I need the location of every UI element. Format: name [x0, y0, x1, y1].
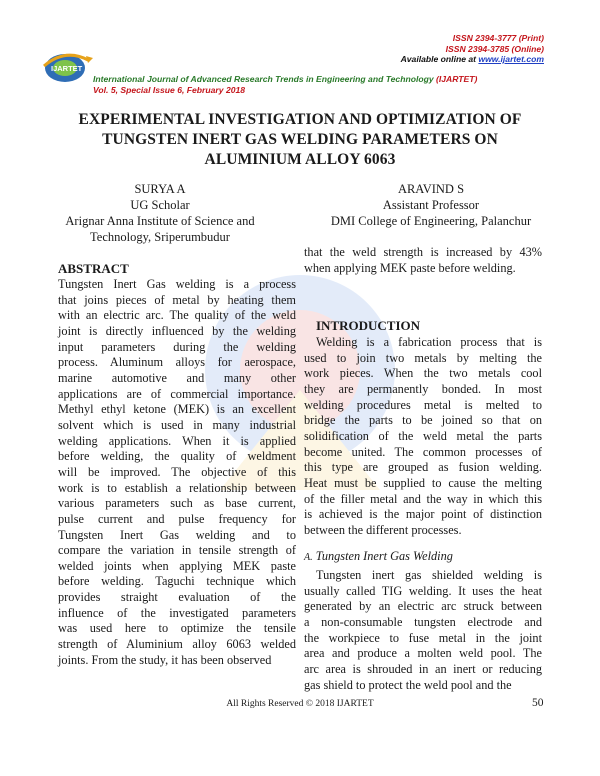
journal-abbreviation: (IJARTET)	[436, 74, 478, 84]
text-line: between the different processes.	[304, 522, 462, 537]
text-line: welded joints when applying MEK paste	[58, 558, 296, 573]
text-line: work pieces. When the two metals cool	[304, 366, 542, 381]
text-line: before welding, the quality of weldment	[58, 449, 296, 464]
section-a-body	[304, 568, 542, 693]
author-name: SURYA A	[134, 182, 186, 196]
text-line: area and produce a molten weld pool. The	[304, 646, 542, 661]
text-line: usually called TIG welding. It uses the heat	[304, 583, 542, 598]
abstract-continued	[304, 245, 542, 276]
text-line: will be improved. The objective of this	[58, 464, 296, 479]
text-line: input parameters during the welding	[58, 339, 296, 354]
journal-website-link[interactable]: www.ijartet.com	[478, 54, 544, 64]
text-line: Tungsten Inert Gas welding and to	[58, 527, 296, 542]
text-line: that joins pieces of metal by heating them	[58, 292, 296, 307]
text-line: Tungsten inert gas shielded welding is	[316, 568, 542, 582]
available-prefix: Available online at	[400, 54, 479, 64]
author-affiliation: Technology, Sriperumbudur	[90, 230, 230, 244]
volume-issue: Vol. 5, Special Issue 6, February 2018	[93, 85, 246, 95]
introduction-heading: INTRODUCTION	[316, 318, 421, 333]
text-line: welding applications. When it is applied	[58, 433, 296, 448]
text-line: influence of the investigated parameters	[58, 605, 296, 620]
text-line: strength of Aluminium alloy 6063 welded	[58, 637, 296, 652]
journal-name-line	[93, 74, 477, 84]
text-line: provides straight evaluation of the	[58, 590, 296, 605]
title-line-2: TUNGSTEN INERT GAS WELDING PARAMETERS ON	[102, 131, 498, 148]
abstract-body	[58, 277, 296, 668]
text-line: before welding. Taguchi technique which	[58, 574, 296, 589]
title-line-1: EXPERIMENTAL INVESTIGATION AND OPTIMIZATION OF	[78, 111, 522, 128]
text-line: this type are grouped as fusion welding.	[304, 460, 542, 475]
section-letter: A.	[304, 552, 313, 563]
text-line: the workpiece to fuse metal in the joint	[304, 630, 542, 645]
text-line: was used here to optimize the tensile	[58, 621, 296, 636]
journal-logo	[38, 46, 96, 86]
text-line: arc area is shrouded in an inert or reducing	[304, 661, 542, 676]
issn-online: ISSN 2394-3785 (Online)	[445, 44, 544, 54]
text-line: used to join two metals by melting the	[304, 350, 542, 365]
text-line: with an electric arc. The quality of the weld	[58, 308, 296, 323]
text-line: of the filler metal and the way in which this	[304, 491, 542, 506]
text-line: solidification of the weld metal the parts	[304, 428, 542, 443]
text-line: marine automotive and many other	[58, 370, 296, 385]
text-line: when applying MEK paste before welding.	[304, 260, 516, 275]
text-line: various parameters such as base current,	[58, 496, 296, 511]
author-block-1	[40, 181, 280, 245]
text-line: pulse current and pulse frequency for	[58, 511, 296, 526]
text-line: that the weld strength is increased by 43%	[304, 245, 542, 259]
text-line: joint is directly influenced by the welding	[58, 323, 296, 338]
copyright-footer: All Rights Reserved © 2018 IJARTET	[226, 699, 374, 709]
author-role: UG Scholar	[130, 198, 190, 212]
text-line: is achieved is the major point of distinction	[304, 507, 542, 522]
logo-text: IJARTET	[51, 64, 83, 73]
text-line: compare the variation in tensile strength of	[58, 543, 296, 558]
paper-title	[60, 110, 540, 170]
text-line: Heat must be supplied to cause the melting	[304, 475, 542, 490]
author-affiliation: Arignar Anna Institute of Science and	[65, 214, 255, 228]
text-line: solvent which is used in many industrial	[58, 417, 296, 432]
text-line: joints. From the study, it has been observed	[58, 652, 272, 667]
journal-name: International Journal of Advanced Research Trends in Engineering and Technology	[93, 74, 437, 84]
page-number: 50	[532, 697, 544, 709]
text-line: a non-consumable tungsten electrode and	[304, 614, 542, 629]
text-line: work is to establish a relationship between	[58, 480, 296, 495]
text-line: gas shield to protect the weld pool and the	[304, 677, 512, 692]
text-line: process. Aluminum alloys for aerospace,	[58, 355, 296, 370]
text-line: applications are of commercial importance.	[58, 386, 296, 401]
abstract-heading: ABSTRACT	[58, 261, 129, 276]
author-block-2	[300, 181, 562, 229]
section-title: Tungsten Inert Gas Welding	[315, 549, 453, 563]
text-line: generated by an electric arc struck between	[304, 599, 542, 614]
section-a-heading	[304, 549, 453, 564]
title-line-3: ALUMINIUM ALLOY 6063	[204, 151, 396, 168]
text-line: bridge the parts to be joined so that on	[304, 413, 542, 428]
text-line: they are permanently bonded. In most	[304, 381, 542, 396]
author-affiliation: DMI College of Engineering, Palanchur	[330, 214, 532, 228]
introduction-body	[304, 335, 542, 539]
text-line: Methyl ethyl ketone (MEK) is an excellent	[58, 402, 296, 417]
availability-line	[401, 54, 544, 64]
author-role: Assistant Professor	[382, 198, 480, 212]
author-name: ARAVIND S	[397, 182, 465, 196]
text-line: welding procedures metal is melted to	[304, 397, 542, 412]
text-line: Tungsten Inert Gas welding is a process	[58, 277, 296, 291]
issn-print: ISSN 2394-3777 (Print)	[452, 33, 544, 43]
text-line: become united. The common processes of	[304, 444, 542, 459]
text-line: Welding is a fabrication process that is	[316, 335, 542, 349]
